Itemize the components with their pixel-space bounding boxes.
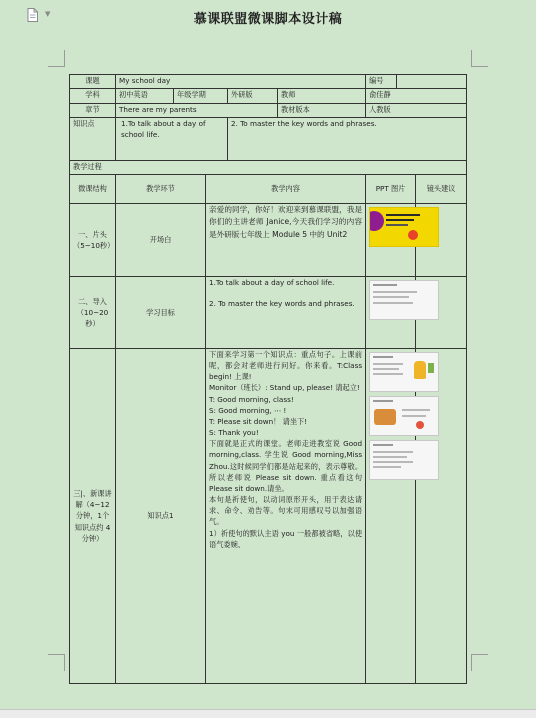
section-label: 章节 <box>70 104 116 118</box>
topic-label: 课题 <box>70 75 116 89</box>
lesson-line-8: 本句是祈使句，以动词原形开头，用于表达请求、命令、劝告等。句末可用感叹号以加强语气。 <box>209 495 363 527</box>
ppt-cell-lead-in <box>366 277 416 349</box>
term-label: 年级学期 <box>174 89 228 104</box>
lesson-line-3: T: Good morning, class! <box>209 394 294 404</box>
term-value[interactable]: 外研版 <box>228 89 278 104</box>
crop-mark <box>48 50 65 67</box>
structure-new-lesson: 三|、新课讲解（4~12分钟，1个知识点约 4分钟） <box>70 349 116 684</box>
edition-value[interactable]: 人教版 <box>366 104 467 118</box>
content-lead-in[interactable] <box>206 277 366 349</box>
ppt-thumbnail-grammar[interactable] <box>369 440 439 480</box>
header-structure: 微课结构 <box>70 175 116 204</box>
header-stage: 教学环节 <box>116 175 206 204</box>
code-label: 编号 <box>366 75 397 89</box>
lesson-line-6: S: Thank you! <box>209 428 259 438</box>
teacher-label: 教师 <box>278 89 366 104</box>
edition-label: 教材版本 <box>278 104 366 118</box>
ppt-thumbnail-intro[interactable] <box>369 207 439 247</box>
goal-2: 2. To master the key words and phrases. <box>209 299 355 309</box>
header-ppt: PPT 图片 <box>366 175 416 204</box>
knowledge-point-2[interactable]: 2. To master the key words and phrases. <box>228 118 467 161</box>
crop-mark <box>48 654 65 671</box>
code-value[interactable] <box>397 75 467 89</box>
lesson-line-4: S: Good morning, ⋯ ! <box>209 405 287 415</box>
crop-mark <box>471 50 488 67</box>
document-title: 慕课联盟微课脚本设计稿 <box>193 12 343 27</box>
lesson-line-5: T: Please sit down！ 请坐下! <box>209 416 308 426</box>
content-intro-text: 亲爱的同学，你好！欢迎来到慕课联盟，我是你们的主讲老师 Janice,今天我们学习的内容是外研版七年级上 Module 5 中的 Unit2 <box>209 205 363 239</box>
section-value[interactable]: There are my parents <box>116 104 278 118</box>
lesson-line-7: 下面就是正式的课堂。老师走进教室说 Good morning,class. 学生说 Good morning,Miss Zhou.这时候同学们都是站起来的，表示尊敬。所以老师说 Please sit down. 重点看这句 Please sit down.请坐。 <box>209 439 363 493</box>
subject-label: 学科 <box>70 89 116 104</box>
knowledge-label: 知识点 <box>70 118 116 161</box>
stage-new-lesson: 知识点1 <box>116 349 206 684</box>
lesson-line-1: 下面来学习第一个知识点：重点句子。上课前呢，都会对老师进行问好。你来看。T:Class begin! 上课! <box>209 350 363 382</box>
ppt-thumbnail-classroom[interactable] <box>369 396 439 436</box>
subject-value[interactable]: 初中英语 <box>116 89 174 104</box>
teacher-value[interactable]: 俞佳静 <box>366 89 467 104</box>
stage-intro: 开场白 <box>116 204 206 277</box>
ppt-cell-new-lesson <box>366 349 416 684</box>
structure-lead-in: 二、导入（10~20秒） <box>70 277 116 349</box>
header-content: 教学内容 <box>206 175 366 204</box>
stage-lead-in: 学习目标 <box>116 277 206 349</box>
content-intro[interactable] <box>206 204 366 277</box>
process-label: 教学过程 <box>70 161 467 175</box>
ppt-thumbnail-goals[interactable] <box>369 280 439 320</box>
structure-intro: 一、片头（5~10秒） <box>70 204 116 277</box>
lesson-line-9: 1）祈使句的默认主语 you 一般都被省略，以使语气委婉、 <box>209 528 363 549</box>
header-camera: 镜头建议 <box>416 175 467 204</box>
chevron-down-icon[interactable]: ▼ <box>45 10 51 18</box>
lesson-line-2: Monitor（班长）: Stand up, please! 请起立! <box>209 383 360 393</box>
ppt-thumbnail-dialogue[interactable] <box>369 352 439 392</box>
ppt-cell-intro <box>366 204 416 277</box>
topic-value[interactable]: My school day <box>116 75 366 89</box>
content-new-lesson[interactable] <box>206 349 366 684</box>
goal-1: 1.To talk about a day of school life. <box>209 278 335 287</box>
crop-mark <box>471 654 488 671</box>
script-table <box>69 74 467 684</box>
knowledge-point-1[interactable]: 1.To talk about a day of school life. <box>116 118 228 161</box>
